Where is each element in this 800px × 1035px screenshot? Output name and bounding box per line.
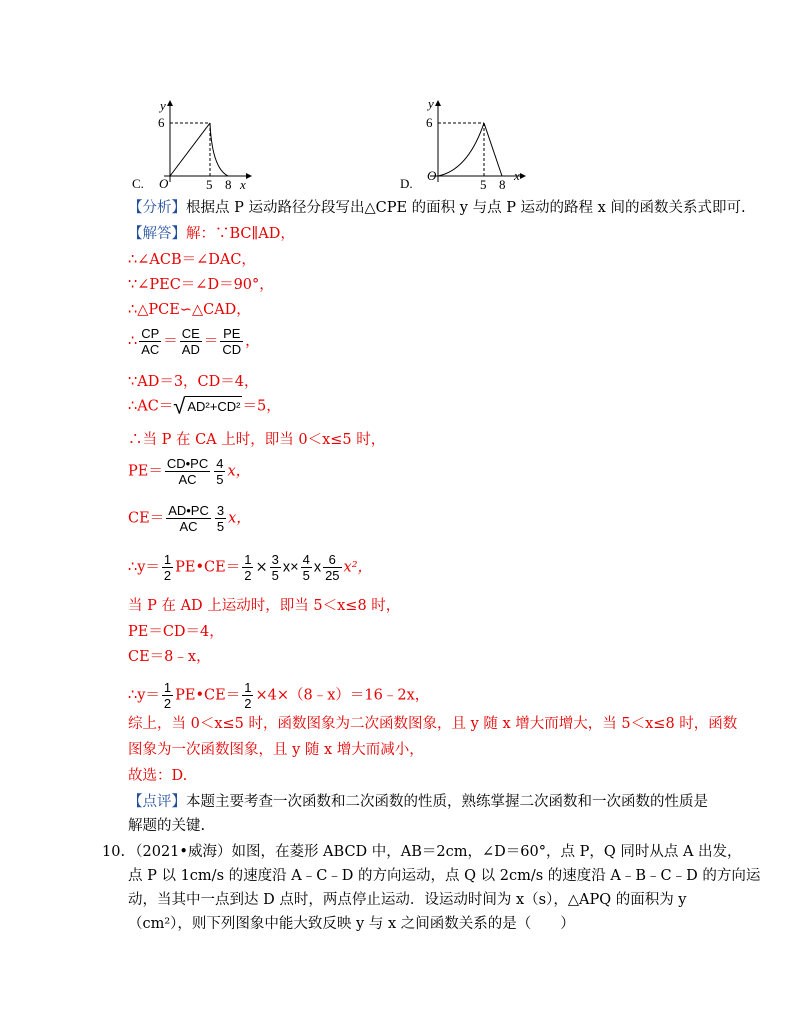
solution-line-14: CE＝8﹣x， <box>128 649 211 665</box>
solution-line-18: 故选：D. <box>128 768 188 784</box>
frac-num: PE <box>223 326 241 341</box>
frac-den: AC <box>165 471 210 487</box>
frac-6-25 <box>323 552 341 583</box>
graph-d-x-tick-5: 5 <box>480 177 487 192</box>
times: × <box>255 559 268 576</box>
l11-end: x²， <box>343 559 373 576</box>
graph-d-y-arrow <box>435 100 441 106</box>
solution-l1: 解：∵BC∥AD， <box>186 226 295 242</box>
l15-prefix: ∴y＝ <box>128 687 160 704</box>
l7-end: ＝5， <box>242 398 281 415</box>
graph-d-x-label: x <box>514 168 520 183</box>
solution-line-11 <box>128 552 372 583</box>
l5-prefix: ∴ <box>128 333 138 350</box>
solution-line-16: 综上，当 0＜x≤5 时，函数图象为二次函数图象，且 y 随 x 增大而增大，当 5＜x≤8 时，函数 <box>128 716 738 732</box>
frac-num: CD•PC <box>166 456 209 471</box>
l9-prefix: PE＝ <box>128 463 163 480</box>
graph-c-x-label: x <box>240 177 246 192</box>
solution-line-8: ∴当 P 在 CA 上时，即当 0＜x≤5 时， <box>128 432 386 448</box>
analysis-text: 根据点 P 运动路径分段写出△CPE 的面积 y 与点 P 运动的路程 x 间的函数关系式即可. <box>186 200 746 216</box>
comma: ， <box>245 333 260 350</box>
graph-c-x-tick-5: 5 <box>206 177 213 192</box>
option-d-label: D. <box>400 176 413 191</box>
graph-d-rising-curve <box>438 123 484 176</box>
frac-num: 1 <box>163 552 172 567</box>
frac-den: 25 <box>325 568 340 583</box>
l15-end: ×4×（8﹣x）＝16﹣2x， <box>255 687 430 704</box>
question-10-line-1: （2021•威海）如图，在菱形 ABCD 中，AB＝2cm，∠D＝60°，点 P，Q 同时从点 A 出发， <box>128 844 742 860</box>
equals: ＝ <box>163 333 178 350</box>
frac-1-2-d <box>242 680 253 711</box>
frac-cp-ac <box>139 326 161 357</box>
l11-prefix: ∴y＝ <box>128 559 160 576</box>
frac-den: 2 <box>244 568 252 583</box>
question-10-line-2: 点 P 以 1cm/s 的速度沿 A﹣C﹣D 的方向运动，点 Q 以 2cm/s 的速度沿 A﹣B﹣C﹣D 的方向运 <box>128 868 761 884</box>
graph-d-x-tick-8: 8 <box>499 177 506 192</box>
graph-d-x-arrow <box>520 173 526 179</box>
frac-num: 1 <box>244 680 252 695</box>
solution-line-1 <box>128 224 295 244</box>
question-10-number: 10. <box>102 844 126 860</box>
l15-mid: PE•CE＝ <box>175 687 241 704</box>
frac-den: 2 <box>163 568 172 583</box>
frac-den: AD <box>181 342 200 357</box>
x-var: x <box>313 559 322 576</box>
graph-c-y-arrow <box>167 100 173 106</box>
comment-tag: 【点评】 <box>128 794 186 810</box>
graph-c <box>128 96 258 192</box>
frac-num: AD•PC <box>168 503 209 518</box>
solution-line-2: ∴∠ACB＝∠DAC， <box>128 252 256 268</box>
l11-mid: PE•CE＝ <box>175 559 241 576</box>
frac-num: CP <box>141 326 160 341</box>
graph-d-origin: O <box>427 168 437 183</box>
solution-line-13: PE＝CD＝4， <box>128 624 224 640</box>
solution-line-6: ∵AD＝3，CD＝4， <box>128 374 259 390</box>
comment-line-2: 解题的关键. <box>128 818 206 834</box>
frac-den: 5 <box>302 568 310 583</box>
analysis-line <box>128 198 746 218</box>
frac-den: 5 <box>216 472 224 487</box>
graph-c-x-tick-8: 8 <box>225 177 232 192</box>
question-10-line-3: 动，当其中一点到达 D 点时，两点停止运动．设运动时间为 x（s），△APQ 的面积为 y <box>128 892 687 908</box>
frac-1-2-c <box>162 680 173 711</box>
frac-num: 4 <box>216 456 224 471</box>
frac-4-5 <box>214 456 225 487</box>
solution-line-15 <box>128 680 429 711</box>
l10-end: x， <box>228 510 251 527</box>
frac-num: 1 <box>163 680 172 695</box>
solution-line-10 <box>128 503 251 534</box>
frac-3-5-b <box>270 552 281 583</box>
solution-line-3: ∵∠PEC＝∠D＝90°， <box>128 277 274 293</box>
solution-line-7 <box>128 393 281 419</box>
frac-num: 4 <box>302 552 310 567</box>
analysis-tag: 【分析】 <box>128 200 186 216</box>
question-10-line-4: （cm²），则下列图象中能大致反映 y 与 x 之间函数关系的是（ ） <box>128 916 575 932</box>
frac-3-5 <box>215 503 226 534</box>
graph-c-rising-line <box>170 123 210 176</box>
graph-d-y-label: y <box>428 96 434 111</box>
comment-line-1 <box>128 792 708 812</box>
frac-1-2 <box>162 552 173 583</box>
frac-4-5-b <box>301 552 312 583</box>
frac-num: CE <box>181 326 200 341</box>
frac-1-2-b <box>242 552 253 583</box>
solution-line-12: 当 P 在 AD 上运动时，即当 5＜x≤8 时， <box>128 598 401 614</box>
x-times: x× <box>282 559 299 576</box>
frac-adpc-ac <box>166 503 211 534</box>
solution-line-5 <box>128 326 260 357</box>
l10-prefix: CE＝ <box>128 510 165 527</box>
l7-prefix: ∴AC＝ <box>128 398 174 415</box>
frac-num: 6 <box>328 552 336 567</box>
equals: ＝ <box>203 333 219 350</box>
frac-cdpc-ac <box>165 456 210 487</box>
solution-tag: 【解答】 <box>128 226 186 242</box>
radical-sign-icon: √ <box>173 393 186 419</box>
graph-c-falling-curve <box>210 123 228 176</box>
graph-c-y-tick: 6 <box>158 115 165 130</box>
frac-num: 1 <box>244 552 252 567</box>
graph-d-y-tick: 6 <box>426 115 433 130</box>
radicand: AD²+CD² <box>185 396 242 417</box>
frac-den: AC <box>166 518 211 534</box>
solution-line-9 <box>128 456 250 487</box>
sqrt-expression <box>173 393 242 419</box>
graph-d-svg <box>396 96 536 192</box>
option-c-label: C. <box>132 176 144 191</box>
frac-den: CD <box>222 342 242 357</box>
frac-den: 2 <box>163 696 172 711</box>
comment-text-1: 本题主要考查一次函数和二次函数的性质，熟练掌握二次函数和一次函数的性质是 <box>186 794 708 810</box>
solution-line-17: 图象为一次函数图象，且 y 随 x 增大而减小， <box>128 742 424 758</box>
frac-den: 5 <box>216 519 225 534</box>
graph-c-svg <box>128 96 258 192</box>
graph-c-origin: O <box>159 176 169 191</box>
l9-end: x， <box>227 463 251 480</box>
graph-d <box>396 96 536 192</box>
frac-ce-ad <box>180 326 202 357</box>
frac-num: 3 <box>271 552 279 567</box>
frac-den: 5 <box>271 568 279 583</box>
graph-d-falling-line <box>484 123 502 176</box>
frac-den: AC <box>141 342 160 357</box>
solution-line-4: ∴△PCE∽△CAD， <box>128 302 251 318</box>
frac-num: 3 <box>216 503 225 518</box>
frac-den: 2 <box>244 696 252 711</box>
graph-c-x-arrow <box>246 173 252 179</box>
graph-c-y-label: y <box>160 98 166 113</box>
frac-pe-cd <box>220 326 243 357</box>
